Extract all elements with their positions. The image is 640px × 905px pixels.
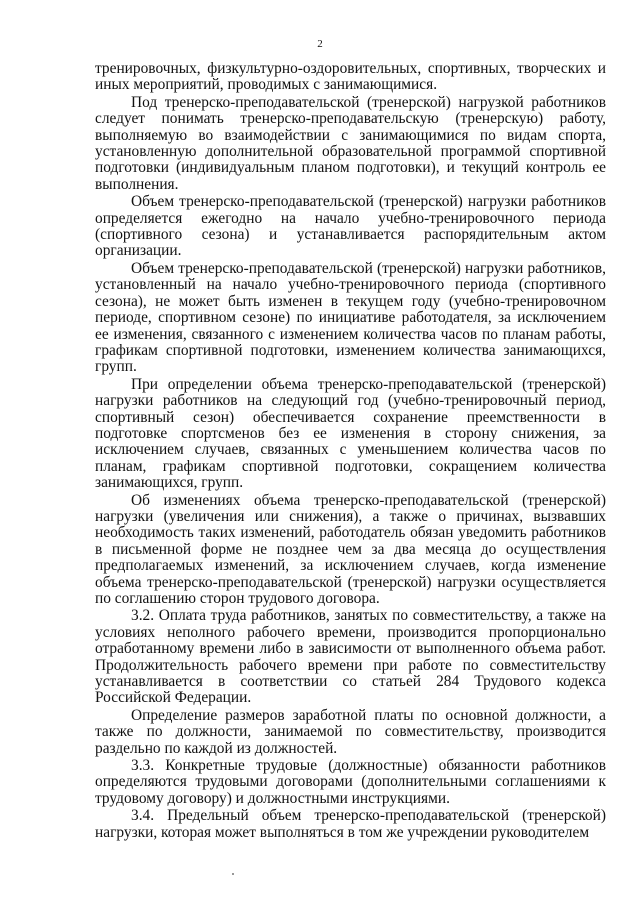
paragraph-salary-determination: Определение размеров заработной платы по основной должности, а также по должности, занимаемой по совместительству, производится раздельно по каждой из должностей. [95, 706, 606, 757]
paragraph-workload-next-year: При определении объема тренерско-преподавательской (тренерской) нагрузки работников на следующий год (учебно-тренировочный период, спортивный сезон) обеспечивается сохранение преемственности в подготовке спортсменов без ее изменения в сторону снижения, за исключением случаев, связанных с уменьшением количества часов по планам, графикам спортивной подготовки, сокращением количества занимающихся, групп. [95, 375, 606, 492]
paragraph-workload-change: Объем тренерско-преподавательской (тренерской) нагрузки работников, установленный на начало учебно-тренировочного периода (спортивного сезона), не может быть изменен в текущем году (учебно-тренировочном периоде, спортивном сезоне) по инициативе работодателя, за исключением ее изменения, связанного с изменением количества часов по планам работы, графикам спортивной подготовки, изменением количества занимающихся, групп. [95, 259, 606, 376]
scan-speck [232, 873, 234, 875]
paragraph-continuation: тренировочных, физкультурно-оздоровительных, спортивных, творческих и иных мероприятий, проводимых с занимающимися. [95, 60, 606, 94]
paragraph-workload-volume: Объем тренерско-преподавательской (тренерской) нагрузки работников определяется ежегодно на начало учебно-тренировочного периода (спортивного сезона) и устанавливается распорядительным актом организации. [95, 193, 606, 260]
paragraph-section-3-2: 3.2. Оплата труда работников, занятых по совместительству, а также на условиях неполного рабочего времени, производится пропорционально отработанному времени либо в зависимости от выполненного объема работ. Продолжительность рабочего времени при работе по совместительству устанавливается в соответствии со статьей 284 Трудового кодекса Российской Федерации. [95, 607, 606, 707]
paragraph-section-3-3: 3.3. Конкретные трудовые (должностные) обязанности работников определяются трудовыми договорами (дополнительными соглашениями к трудовому договору) и должностными инструкциями. [95, 757, 606, 807]
document-body [95, 61, 606, 841]
page-number: 2 [317, 38, 323, 50]
paragraph-workload-notification: Об изменениях объема тренерско-преподавательской (тренерской) нагрузки (увеличения или снижения), а также о причинах, вызвавших необходимость таких изменений, работодатель обязан уведомить работников в письменной форме не позднее чем за два месяца до осуществления предполагаемых изменений, за исключением случаев, когда изменение объема тренерско-преподавательской (тренерской) нагрузки осуществляется по соглашению сторон трудового договора. [95, 491, 606, 607]
paragraph-section-3-4: 3.4. Предельный объем тренерско-преподавательской (тренерской) нагрузки, которая может выполняться в том же учреждении руководителем [95, 807, 606, 841]
paragraph-workload-definition: Под тренерско-преподавательской (тренерской) нагрузкой работников следует понимать тренерско-преподавательскую (тренерскую) работу, выполняемую во взаимодействии с занимающимися по видам спорта, установленную дополнительной образовательной программой спортивной подготовки (индивидуальным планом подготовки), и текущий контроль ее выполнения. [95, 93, 606, 193]
